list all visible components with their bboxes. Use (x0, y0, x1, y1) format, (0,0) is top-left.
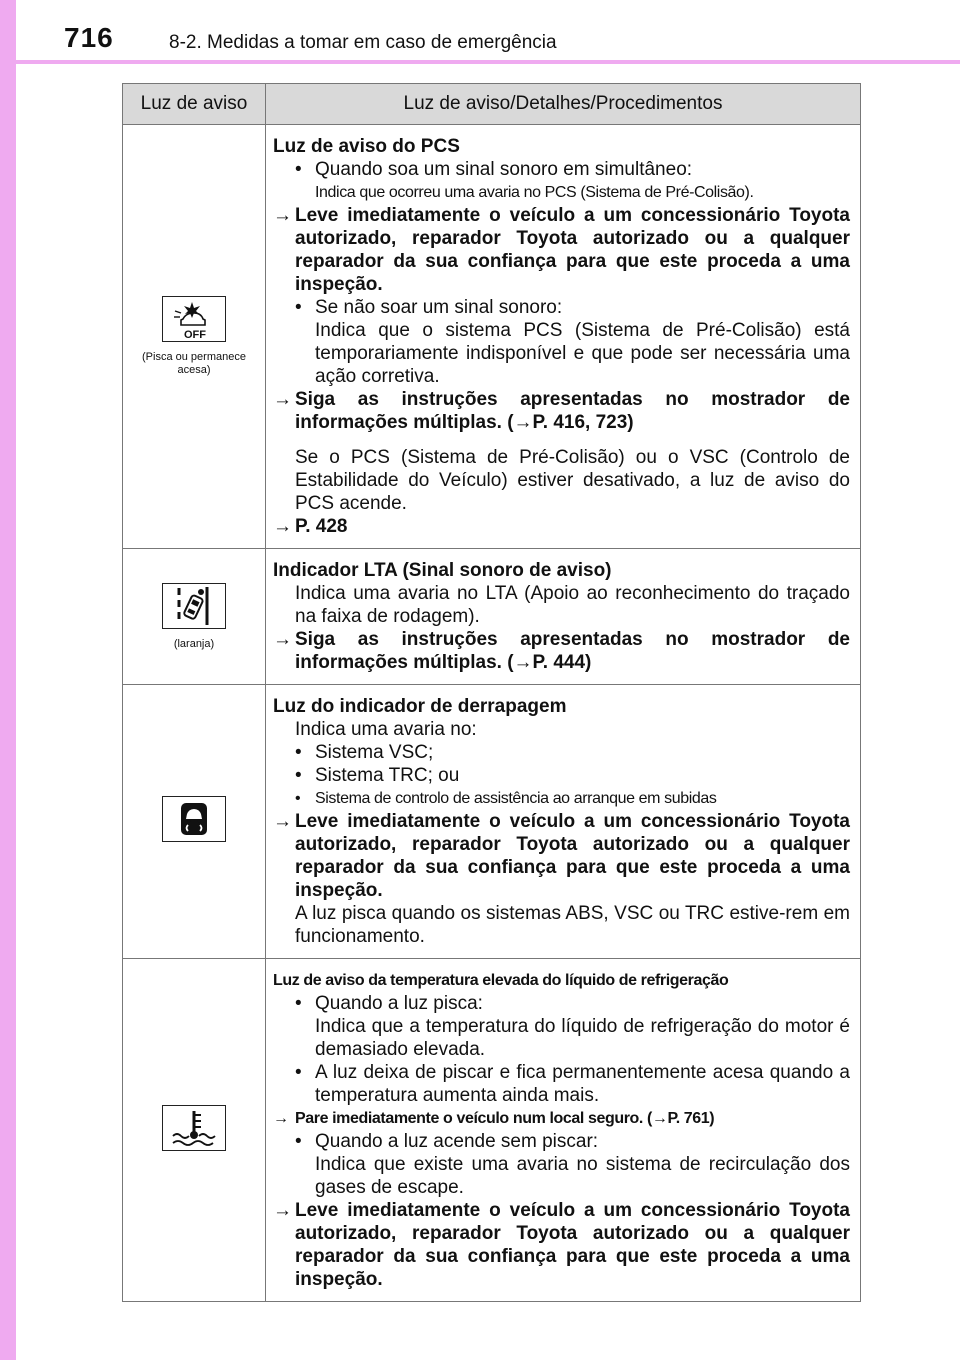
action-item: → Siga as instruções apresentadas no mostrador de informações múltiplas. (→P. 444) (273, 629, 850, 673)
details-cell (266, 549, 861, 685)
slip-indicator-icon (162, 796, 226, 842)
action-item: → Leve imediatamente o veículo a um concessionário Toyota autorizado, reparador Toyota autorizado ou a qualquer reparador da sua confiança para que este proceda a uma inspeção. (273, 1200, 850, 1290)
warning-lights-table (122, 83, 861, 1302)
row-title: Indicador LTA (Sinal sonoro de aviso) (273, 560, 612, 581)
icon-cell (123, 685, 266, 959)
table-header-row (123, 84, 861, 125)
section-title: 8-2. Medidas a tomar em caso de emergência (169, 32, 557, 53)
svg-text:OFF: OFF (184, 329, 206, 341)
coolant-temperature-icon (162, 1105, 226, 1151)
column-header-details: Luz de aviso/Detalhes/Procedimentos (266, 84, 861, 125)
icon-caption: (Pisca ou permanece acesa) (142, 351, 246, 376)
action-item: → Siga as instruções apresentadas no mostrador de informações múltiplas. (→P. 416, 723) (273, 389, 850, 433)
details-cell (266, 125, 861, 549)
bullet-item: • Se não soar um sinal sonoro: (295, 297, 563, 318)
icon-cell (123, 549, 266, 685)
table-row (123, 959, 861, 1302)
bullet-detail: Indica que a temperatura do líquido de refrigeração do motor é demasiado elevada. (315, 1016, 850, 1060)
bullet-detail: Indica que o sistema PCS (Sistema de Pré-Colisão) está temporariamente indisponível e que pode ser necessária uma ação corretiva. (315, 320, 850, 387)
icon-caption: (laranja) (173, 637, 215, 650)
header-rule (16, 60, 960, 64)
row-text: Indica uma avaria no LTA (Apoio ao reconhecimento do traçado na faixa de rodagem). (295, 583, 850, 627)
pcs-off-warning-icon (162, 296, 226, 342)
bullet-item: • Sistema de controlo de assistência ao arranque em subidas (295, 790, 717, 807)
action-item: → P. 428 (273, 516, 348, 537)
bullet-item: • Sistema TRC; ou (295, 765, 460, 786)
table-row (123, 125, 861, 549)
icon-cell (123, 125, 266, 549)
lta-lane-icon (162, 583, 226, 629)
action-item: → Pare imediatamente o veículo num local seguro. (→P. 761) (273, 1110, 715, 1127)
note-text: Se o PCS (Sistema de Pré-Colisão) ou o VSC (Controlo de Estabilidade do Veículo) estiver desativado, a luz de aviso do PCS acende. (295, 447, 850, 514)
bullet-item: • Quando a luz acende sem piscar: (295, 1131, 599, 1152)
details-cell (266, 685, 861, 959)
bullet-detail: Indica que existe uma avaria no sistema de recirculação dos gases de escape. (315, 1154, 850, 1198)
bullet-item: • A luz deixa de piscar e fica permanentemente acesa quando a temperatura aumenta ainda mais. (295, 1062, 850, 1106)
bullet-detail: Indica que ocorreu uma avaria no PCS (Sistema de Pré-Colisão). (315, 184, 754, 201)
action-item: → Leve imediatamente o veículo a um concessionário Toyota autorizado, reparador Toyota autorizado ou a qualquer reparador da sua confiança para que este proceda a uma inspeção. (273, 205, 850, 295)
bullet-item: • Sistema VSC; (295, 742, 434, 763)
row-title: Luz de aviso da temperatura elevada do líquido de refrigeração (273, 972, 729, 989)
row-title: Luz do indicador de derrapagem (273, 696, 567, 717)
bullet-item: • Quando soa um sinal sonoro em simultâneo: (295, 159, 693, 180)
row-text: Indica uma avaria no: (295, 719, 477, 740)
icon-cell (123, 959, 266, 1302)
note-text: A luz pisca quando os sistemas ABS, VSC ou TRC estive-rem em funcionamento. (295, 903, 850, 947)
action-item: → Leve imediatamente o veículo a um concessionário Toyota autorizado, reparador Toyota autorizado ou a qualquer reparador da sua confiança para que este proceda a uma inspeção. (273, 811, 850, 901)
row-title: Luz de aviso do PCS (273, 136, 460, 157)
details-cell (266, 959, 861, 1302)
bullet-item: • Quando a luz pisca: (295, 993, 483, 1014)
column-header-light: Luz de aviso (123, 84, 266, 125)
table-row (123, 549, 861, 685)
page-number: 716 (64, 22, 114, 53)
table-row (123, 685, 861, 959)
chapter-color-strip (0, 0, 16, 1360)
